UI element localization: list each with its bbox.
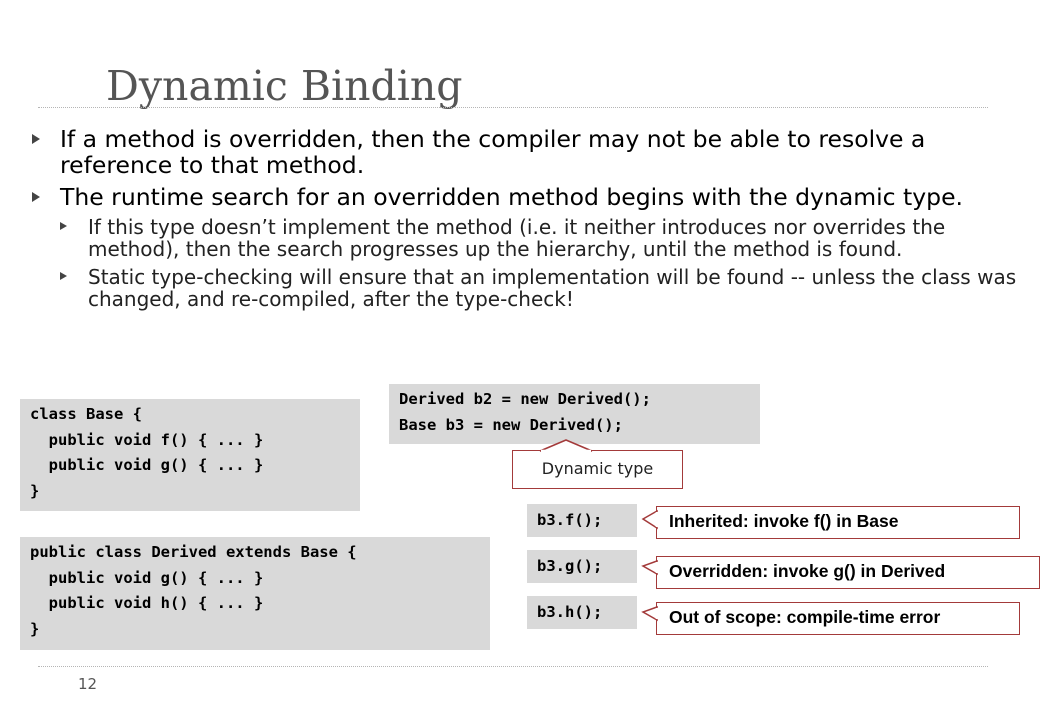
pointer-g-shape	[643, 561, 657, 574]
footer-divider	[38, 666, 988, 667]
bullet-item	[28, 126, 1018, 178]
bullet-triangle-icon	[32, 192, 40, 202]
result-callout-h: Out of scope: compile-time error	[656, 602, 1020, 635]
slide-title: Dynamic Binding	[106, 62, 463, 110]
code-call-f: b3.f();	[527, 504, 637, 537]
sub-bullet-item	[28, 266, 1018, 310]
code-call-g: b3.g();	[527, 550, 637, 583]
title-divider	[38, 107, 988, 108]
bullet-triangle-icon	[32, 134, 40, 144]
sub-bullet-item	[28, 216, 1018, 260]
code-class-derived: public class Derived extends Base { public void g() { ... } public void h() { ... } }	[20, 537, 490, 650]
code-declarations: Derived b2 = new Derived(); Base b3 = new Derived();	[389, 384, 760, 444]
bullet-triangle-icon	[60, 222, 67, 230]
result-callout-f: Inherited: invoke f() in Base	[656, 506, 1020, 539]
bullet-text: If a method is overridden, then the compiler may not be able to resolve a reference to that method.	[60, 125, 926, 179]
page-number: 12	[78, 675, 98, 693]
pointer-h-shape	[643, 607, 657, 620]
result-callout-g: Overridden: invoke g() in Derived	[656, 556, 1040, 589]
bullet-triangle-icon	[60, 272, 67, 280]
code-call-h: b3.h();	[527, 596, 637, 629]
code-class-base: class Base { public void f() { ... } public void g() { ... } }	[20, 399, 360, 511]
bullet-item	[28, 184, 1018, 210]
sub-bullet-text: If this type doesn’t implement the method (i.e. it neither introduces nor overrides the method), then the search progresses up the hierarchy, until the method is found.	[88, 215, 946, 261]
pointer-f-shape	[643, 511, 657, 528]
dynamic-type-callout: Dynamic type	[512, 450, 683, 489]
bullet-text: The runtime search for an overridden method begins with the dynamic type.	[60, 183, 964, 211]
bullet-list	[28, 126, 1018, 316]
sub-bullet-text: Static type-checking will ensure that an implementation will be found -- unless the class was changed, and re-compiled, after the type-check!	[88, 265, 1017, 311]
